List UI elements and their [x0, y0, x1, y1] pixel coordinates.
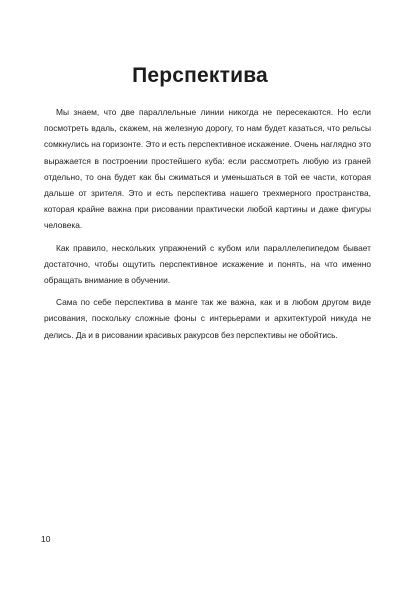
- body-text: [44, 104, 371, 349]
- paragraph-2: Как правило, нескольких упражнений с кубом или параллелепипедом бывает достаточно, чтобы ощутить перспективное искажение и понять, на что именно обращать внимание в обучении.: [44, 242, 371, 286]
- paragraph-3: Сама по себе перспектива в манге так же важна, как и в любом другом виде рисования, поскольку сложные фоны с интерьерами и архитектурой никуда не делись. Да и в рисовании красивых ракурсов без перспективы не обойтись.: [44, 297, 371, 340]
- page-title: Перспектива: [132, 64, 268, 87]
- page-number: 10: [41, 534, 51, 544]
- paragraph-1: Мы знаем, что две параллельные линии никогда не пересекаются. Но если посмотреть вдаль, скажем, на железную дорогу, то нам будет казаться, что рельсы сомкнулись на горизонте. Это и есть перспективное искажение. Очень наглядно это выражается в построении простейшего куба: если рассмотреть любую из граней отдельно, то она будет как бы сжиматься и уменьшаться в той ее части, которая дальше от зрителя. Это и есть перспектива нашего трехмерного пространства, которая крайне важна при рисовании практически любой картины и даже фигуры человека.: [44, 107, 371, 231]
